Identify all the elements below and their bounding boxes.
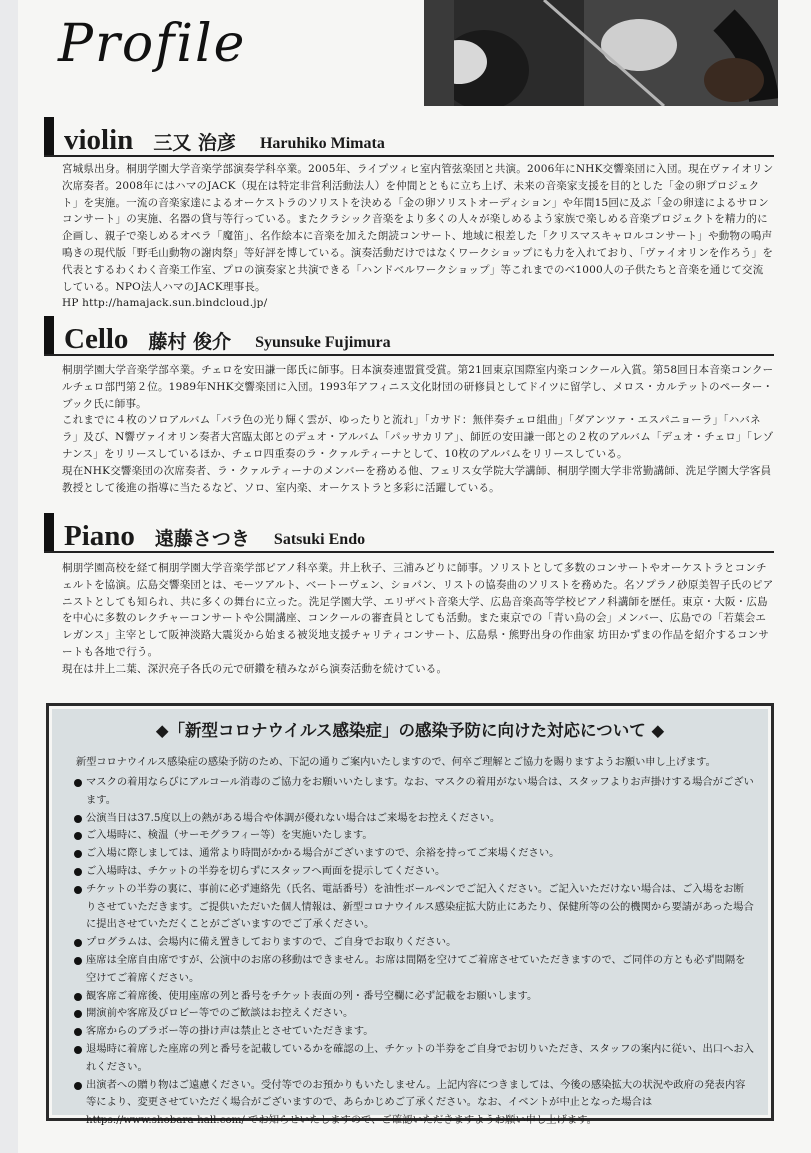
cello-section-marker xyxy=(44,316,54,354)
notice-item xyxy=(66,863,754,881)
notice-list xyxy=(66,774,754,1130)
instrument-label: Piano xyxy=(64,520,135,552)
bullet-icon xyxy=(74,886,82,894)
bullet-icon xyxy=(74,1082,82,1090)
artist-name-en: Satsuki Endo xyxy=(273,531,366,548)
notice-item-text: 開演前や客席及びロビー等でのご歓談はお控えください。 xyxy=(86,1007,354,1020)
bio-paragraph: 桐朋学園高校を経て桐朋学園大学音楽学部ピアノ科卒業。井上秋子、三浦みどりに師事。ソリストとして多数のコンサートやオーケストラとコンチェルトを協演。広島交響楽団とは、モーツアルト、ベートーヴェン、ショパン、リストの協奏曲のソリストを務めた。名ソプラノ砂原美智子氏のピアニストとしても知られ、共に多くの舞台に立った。洗足学園大学、エリザベト音楽大学、広島音楽高等学校ピアノ科講師を歴任。東京・大阪・広島を中心に多数のレクチャーコンサートや公開講座、コンクールの審査員としても活動。また東京での「青い鳥の会」メンバー、広島での「若葉会エレガンス」主宰として阪神淡路大震災から始まる被災地支援チャリティコンサート、広島県・熊野出身の作曲家 坊田かずまの作品を紹介するコンサートも各地で行う。 xyxy=(62,562,774,658)
bullet-icon xyxy=(74,832,82,840)
bullet-icon xyxy=(74,939,82,947)
homepage-link[interactable]: HP http://hamajack.sun.bindcloud.jp/ xyxy=(62,297,268,310)
notice-item xyxy=(66,1005,754,1023)
notice-item-text: チケットの半券の裏に、事前に必ず連絡先（氏名、電話番号）を油性ボールペンでご記入ください。ご記入いただけない場合は、ご入場をお断りさせていただきます。ご提供いただいた個人情報は、新型コロナウイルス感染症拡大防止にあたり、保健所等の公的機関から要請があった場合に提出させていただくことがございますのでご了承ください。 xyxy=(86,882,754,931)
notice-item xyxy=(66,1023,754,1041)
artist-name-jp: 遠藤さつき xyxy=(154,528,250,550)
bio-paragraph: 桐朋学園大学音楽学部卒業。チェロを安田謙一郎氏に師事。日本演奏連盟賞受賞。第21回東京国際室内楽コンクール入賞。第58回日本音楽コンクールチェロ部門第２位。1989年NHK交響楽団に入団。1993年アフィニス文化財団の研修員としてドイツに留学し、メロス・カルテットのペーター・ブック氏に師事。 xyxy=(62,364,774,410)
violin-performer-photo xyxy=(424,0,778,106)
bullet-icon xyxy=(74,868,82,876)
instrument-label: violin xyxy=(64,124,134,156)
notice-item xyxy=(66,845,754,863)
notice-title: ◆「新型コロナウイルス感染症」の感染予防に向けた対応について ◆ xyxy=(155,721,665,740)
notice-item xyxy=(66,881,754,934)
bullet-icon xyxy=(74,850,82,858)
notice-item xyxy=(66,827,754,845)
piano-section-header xyxy=(44,517,774,553)
bullet-icon xyxy=(74,1028,82,1036)
bio-paragraph: 宮城県出身。桐朋学園大学音楽学部演奏学科卒業。2005年、ライプツィヒ室内管弦楽団と共演。2006年にNHK交響楽団に入団。現在ヴァイオリン次席奏者。2008年にはハマのJACK（現在は特定非営利活動法人）を仲間とともに立ち上げ、未来の音楽家支援を目的とした「金の卵プロジェクト」を実施。一流の音楽家達によるオーケストラのソリストを決める「金の卵ソリストオーディション」や年間15回に及ぶ「金の卵達によるサロンコンサート」の実施、名器の貸与等行っている。またクラシック音楽をより多くの人々が楽しめるよう家族で楽しめる音楽プロジェクトを精力的に企画し、親子で楽しめるオペラ「魔笛」、名作絵本に音楽を加えた朗読コンサート、地域に根差した「クリスマスキャロルコンサート」や動物の鳴声鳴きの現代版「野毛山動物の謝肉祭」等好評を博している。演奏活動だけではなくワークショップにも力を入れており、「ヴァイオリンを作ろう」を代表とするわくわく音楽工作室、プロの演奏家と共演できる「ハンドベルワークショップ」等これまでのべ1000人の子供たちと音楽を通じて交流している。NPO法人ハマのJACK理事長。 xyxy=(62,163,774,293)
notice-item-text: 退場時に着席した座席の列と番号を記載しているかを確認の上、チケットの半券をご自身でお切りいただき、スタッフの案内に従い、出口へお入れください。 xyxy=(86,1042,754,1073)
notice-item xyxy=(66,774,754,810)
notice-item-text: 観客席ご着席後、使用座席の列と番号をチケット表面の列・番号空欄に必ず記載をお願いします。 xyxy=(86,989,538,1002)
notice-item-text: プログラムは、会場内に備え置きしておりますので、ご自身でお取りください。 xyxy=(86,936,457,949)
bullet-icon xyxy=(74,779,82,787)
notice-item xyxy=(66,1077,754,1130)
notice-item xyxy=(66,934,754,952)
notice-item-text: ご入場時は、チケットの半券を切らずにスタッフへ両面を提示してください。 xyxy=(86,864,446,877)
violin-photo-illustration xyxy=(424,0,778,106)
notice-intro: 新型コロナウイルス感染症の感染予防のため、下記の通りご案内いたしますので、何卒ご理解とご協力を賜りますようお願い申し上げます。 xyxy=(76,757,716,768)
bullet-icon xyxy=(74,957,82,965)
cello-biography xyxy=(62,362,774,496)
notice-item-text: マスクの着用ならびにアルコール消毒のご協力をお願いいたします。なお、マスクの着用がない場合は、スタッフよりお声掛けする場合がございます。 xyxy=(86,776,754,806)
notice-item-text: ご入場に際しましては、通常より時間がかかる場合がございますので、余裕を持ってご来場ください。 xyxy=(86,847,560,860)
artist-name-en: Haruhiko Mimata xyxy=(259,135,385,152)
violin-biography xyxy=(62,161,774,312)
artist-name-jp: 藤村 俊介 xyxy=(148,331,232,353)
notice-item xyxy=(66,988,754,1006)
instrument-label: Cello xyxy=(64,323,129,355)
notice-item-text: ご入場時に、検温（サーモグラフィー等）を実施いたします。 xyxy=(86,829,373,842)
bullet-icon xyxy=(74,815,82,823)
piano-section-marker xyxy=(44,513,54,551)
violin-section-marker xyxy=(44,117,54,155)
notice-item xyxy=(66,952,754,988)
bullet-icon xyxy=(74,1046,82,1054)
artist-name-en: Syunsuke Fujimura xyxy=(255,334,391,351)
bullet-icon xyxy=(74,993,82,1001)
notice-item-text: 公演当日は37.5度以上の熱がある場合や体調が優れない場合はご来場をお控えください。 xyxy=(86,811,501,824)
notice-item xyxy=(66,810,754,828)
cello-section-header xyxy=(44,320,774,356)
bio-paragraph: これまでに４枚のソロアルバム「バラ色の光り輝く雲が、ゆったりと流れ」「カサド：無伴奏チェロ組曲」「ダアンツァ・エスパニョーラ」「ハバネラ」及び、N響ヴァイオリン奏者大宮臨太郎とのデュオ・アルバム「パッサカリア」、師匠の安田謙一郎との２枚のアルバム「デュオ・チェロ」「レゾナンス」をリリースしているほか、チェロ四重奏のラ・クァルティーナとして、10枚のアルバムをリリースしている。 xyxy=(62,414,774,460)
piano-biography xyxy=(62,560,774,678)
covid-notice-content xyxy=(52,709,768,1127)
covid-notice-box xyxy=(46,703,774,1127)
bio-paragraph: 現在は井上二葉、深沢亮子各氏の元で研鑽を積みながら演奏活動を続けている。 xyxy=(62,662,448,675)
notice-item xyxy=(66,1041,754,1077)
page-title: Profile xyxy=(58,14,247,74)
artist-name-jp: 三又 治彦 xyxy=(153,132,236,154)
violin-section-header xyxy=(44,121,774,157)
notice-item-text: 出演者への贈り物はご遠慮ください。受付等でのお預かりもいたしません。上記内容につきましては、今後の感染拡大の状況や政府の発表内容等により、変更させていただく場合がございますので、あらかじめご了承ください。なお、イベントが中止となった場合は https://www.shobara-hall.com/ でお知らせいたしますので、ご確認いただきますようお願い申し上げます。 xyxy=(86,1078,746,1127)
notice-item-text: 客席からのブラボー等の掛け声は禁止とさせていただきます。 xyxy=(86,1025,374,1038)
bio-paragraph: 現在NHK交響楽団の次席奏者、ラ・クァルティーナのメンバーを務める他、フェリス女学院大学講師、桐朋学園大学非常勤講師、洗足学園大学客員教授として後進の指導に当たるなど、ソロ、室内楽、オーケストラと多彩に活躍している。 xyxy=(62,464,772,494)
bullet-icon xyxy=(74,1010,82,1018)
notice-item-text: 座席は全席自由席ですが、公演中のお席の移動はできません。お席は間隔を空けてご着席させていただきますので、ご同伴の方とも必ず間隔を空けてご着席ください。 xyxy=(86,953,746,984)
